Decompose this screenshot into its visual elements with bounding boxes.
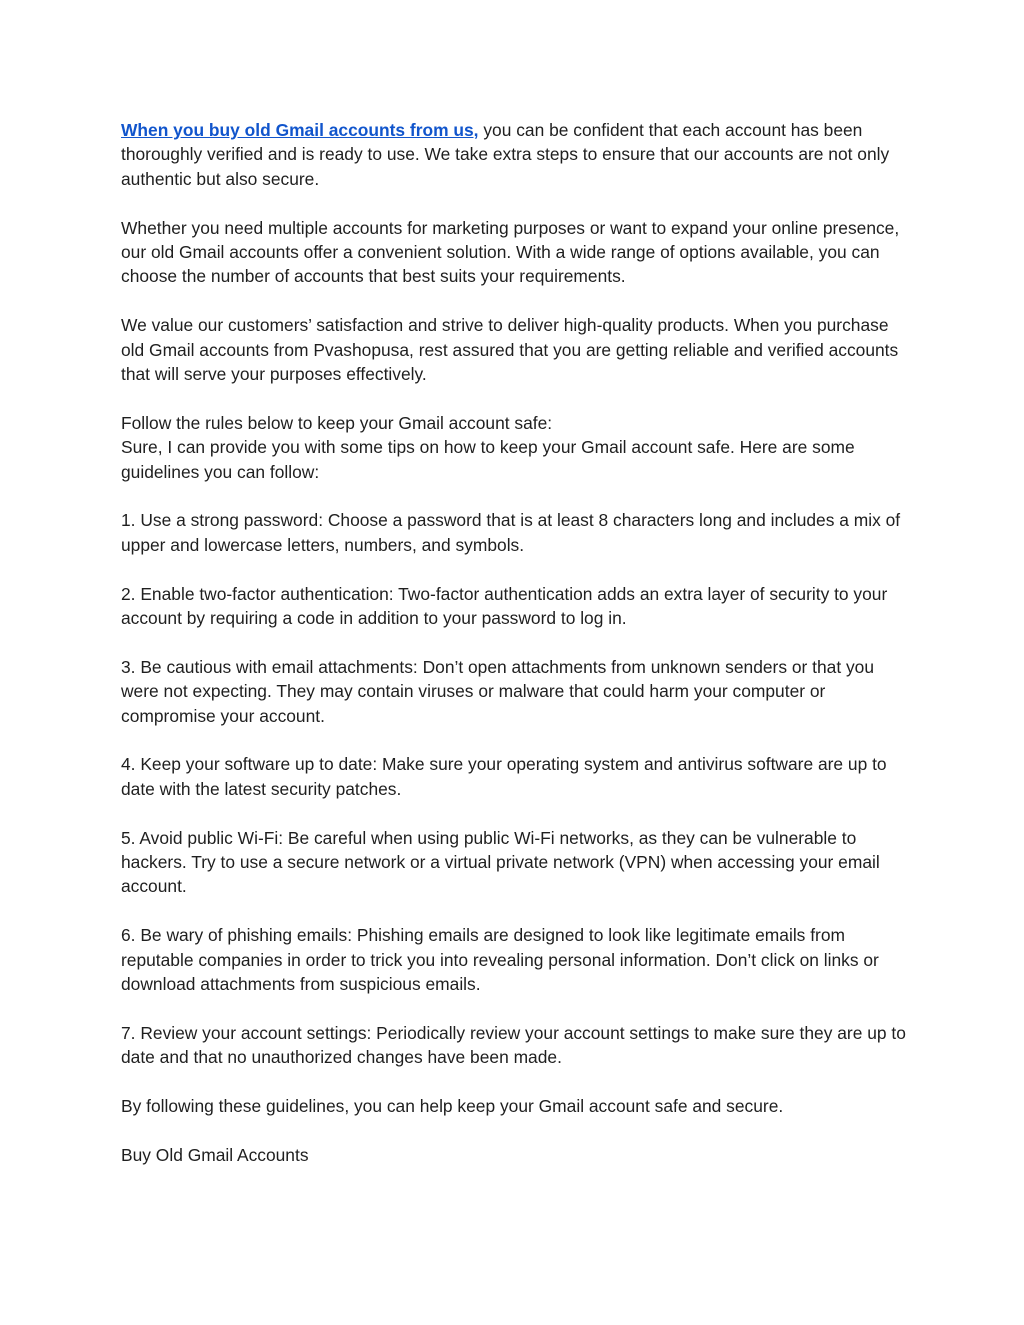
- satisfaction-paragraph: We value our customers’ satisfaction and strive to deliver high-quality products. When you purchase old Gmail accounts from Pvashopusa, rest assured that you are getting reliable and verified accounts that will serve your purposes effectively.: [121, 315, 899, 385]
- tip-item: 2. Enable two-factor authentication: Two-factor authentication adds an extra layer of security to your account by requiring a code in addition to your password to log in.: [121, 583, 888, 629]
- closing-paragraph: By following these guidelines, you can help keep your Gmail account safe and secure.: [121, 1096, 784, 1117]
- tip-item: 5. Avoid public Wi-Fi: Be careful when using public Wi-Fi networks, as they can be vulnerable to hackers. Try to use a secure network or a virtual private network (VPN) when accessing your email account.: [121, 827, 880, 897]
- options-paragraph: Whether you need multiple accounts for marketing purposes or want to expand your online presence, our old Gmail accounts offer a convenient solution. With a wide range of options available, you can choose the number of accounts that best suits your requirements.: [121, 217, 900, 287]
- intro-paragraph: [121, 118, 906, 191]
- document-body: [121, 118, 906, 1167]
- footer-line: Buy Old Gmail Accounts: [121, 1144, 309, 1165]
- tip-item: 1. Use a strong password: Choose a password that is at least 8 characters long and includes a mix of upper and lowercase letters, numbers, and symbols.: [121, 510, 901, 555]
- tip-item: 4. Keep your software up to date: Make sure your operating system and antivirus software are up to date with the latest security patches.: [121, 754, 887, 799]
- intro-text: you can be confident that each account has been thoroughly verified and is ready to use. We take extra steps to ensure that our accounts are not only authentic but also secure.: [121, 120, 890, 189]
- tip-item: 6. Be wary of phishing emails: Phishing emails are designed to look like legitimate emails from reputable companies in order to trick you into revealing personal information. Don’t click on links or download attachments from suspicious emails.: [121, 925, 879, 995]
- tip-item: 7. Review your account settings: Periodically review your account settings to make sure they are up to date and that no unauthorized changes have been made.: [121, 1022, 906, 1068]
- tip-item: 3. Be cautious with email attachments: Don’t open attachments from unknown senders or that you were not expecting. They may contain viruses or malware that could harm your computer or compromise your account.: [121, 656, 875, 726]
- rules-heading: Follow the rules below to keep your Gmail account safe:: [121, 412, 553, 433]
- rules-intro: Sure, I can provide you with some tips on how to keep your Gmail account safe. Here are some guidelines you can follow:: [121, 437, 855, 482]
- buy-old-gmail-link[interactable]: When you buy old Gmail accounts from us,: [121, 120, 479, 140]
